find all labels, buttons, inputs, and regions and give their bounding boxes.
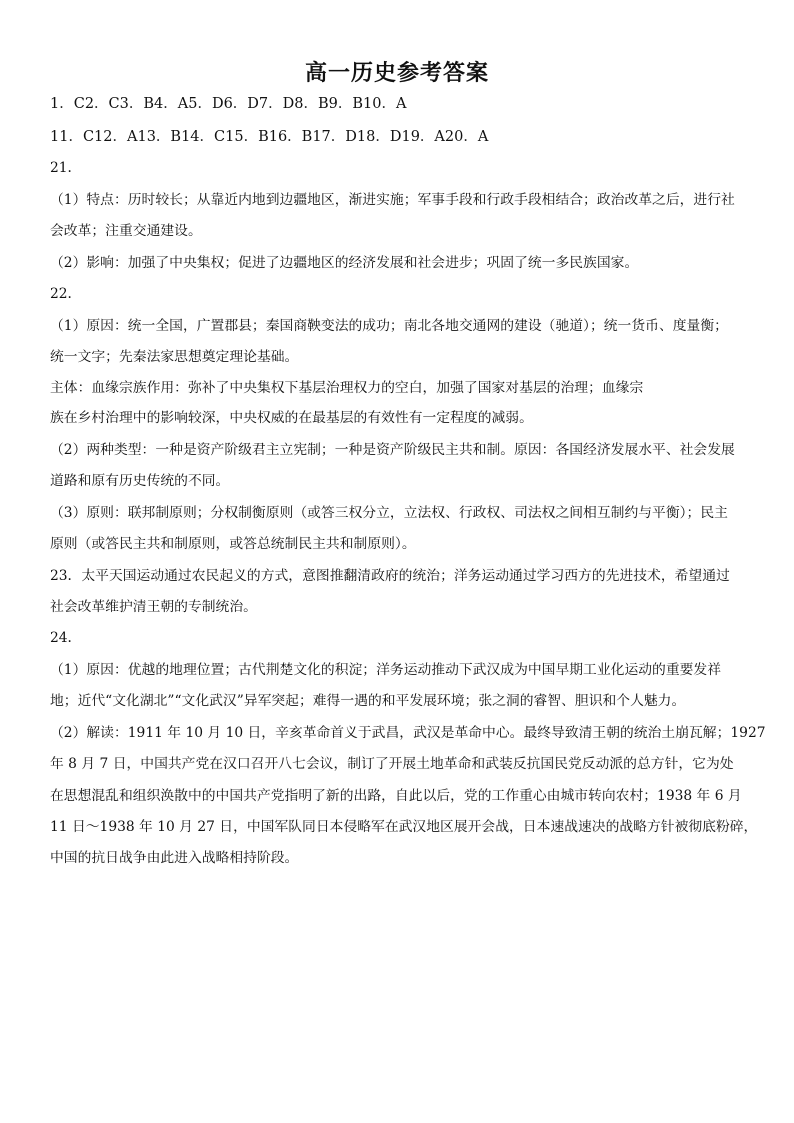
- mc-answers-row-2: 11．C12．A13．B14．C15．B16．B17．D18．D19．A20．A: [50, 129, 489, 145]
- question-22-number: 22．: [50, 286, 82, 302]
- q24-part1-line-2: 地；近代“文化湖北”“文化武汉”异军突起；难得一遇的和平发展环境；张之洞的睿智、胆识和个人魅力。: [50, 693, 686, 709]
- question-24-number: 24．: [50, 630, 82, 646]
- page-title: 高一历史参考答案: [304, 61, 489, 86]
- q24-part2-line-5: 中国的抗日战争由此进入战略相持阶段。: [50, 850, 299, 866]
- q22-part3-line-2: 原则（或答民主共和制原则，或答总统制民主共和制原则）。: [50, 536, 416, 552]
- q23-line-2: 社会改革维护清王朝的专制统治。: [50, 599, 257, 615]
- q24-part2-line-3: 在思想混乱和组织涣散中的中国共产党指明了新的出路，自此以后，党的工作重心由城市转向农村；1938 年 6 月: [50, 788, 742, 804]
- mc-answers-row-1: 1．C2．C3．B4．A5．D6．D7．D8．B9．B10．A: [50, 96, 407, 112]
- q24-part2-line-1: （2）解读：1911 年 10 月 10 日，辛亥革命首义于武昌，武汉是革命中心。最终导致清王朝的统治土崩瓦解；1927: [50, 725, 766, 741]
- q22-subject-line-2: 族在乡村治理中的影响较深，中央权威的在最基层的有效性有一定程度的减弱。: [50, 410, 533, 426]
- q24-part1-line-1: （1）原因：优越的地理位置；古代荆楚文化的积淀；洋务运动推动下武汉成为中国早期工业化运动的重要发祥: [50, 662, 722, 678]
- q22-part3-line-1: （3）原则：联邦制原则；分权制衡原则（或答三权分立，立法权、行政权、司法权之间相互制约与平衡）；民主: [50, 505, 728, 521]
- question-21-number: 21．: [50, 160, 82, 176]
- q24-part2-line-4: 11 日～1938 年 10 月 27 日，中国军队同日本侵略军在武汉地区展开会战，日本速战速决的战略方针被彻底粉碎，: [50, 819, 758, 835]
- q22-part1-line-1: （1）原因：统一全国，广置郡县；秦国商鞅变法的成功；南北各地交通网的建设（驰道）；统一货币、度量衡；: [50, 318, 728, 334]
- q21-part1-line-1: （1）特点：历时较长；从靠近内地到边疆地区，渐进实施；军事手段和行政手段相结合；政治改革之后，进行社: [50, 192, 735, 208]
- q22-subject-line-1: 主体：血缘宗族作用：弥补了中央集权下基层治理权力的空白，加强了国家对基层的治理；血缘宗: [50, 380, 644, 396]
- q21-part1-line-2: 会改革；注重交通建设。: [50, 223, 202, 239]
- q21-part2-line-1: （2）影响：加强了中央集权；促进了边疆地区的经济发展和社会进步；巩固了统一多民族国家。: [50, 255, 639, 271]
- q22-part1-line-2: 统一文字；先秦法家思想奠定理论基础。: [50, 349, 299, 365]
- q23-line-1: 23．太平天国运动通过农民起义的方式，意图推翻清政府的统治；洋务运动通过学习西方的先进技术，希望通过: [50, 568, 730, 584]
- q22-part2-line-1: （2）两种类型：一种是资产阶级君主立宪制；一种是资产阶级民主共和制。原因：各国经济发展水平、社会发展: [50, 442, 735, 458]
- q22-part2-line-2: 道路和原有历史传统的不同。: [50, 473, 230, 489]
- q24-part2-line-2: 年 8 月 7 日，中国共产党在汉口召开八七会议，制订了开展土地革命和武装反抗国民党反动派的总方针，它为处: [50, 756, 734, 772]
